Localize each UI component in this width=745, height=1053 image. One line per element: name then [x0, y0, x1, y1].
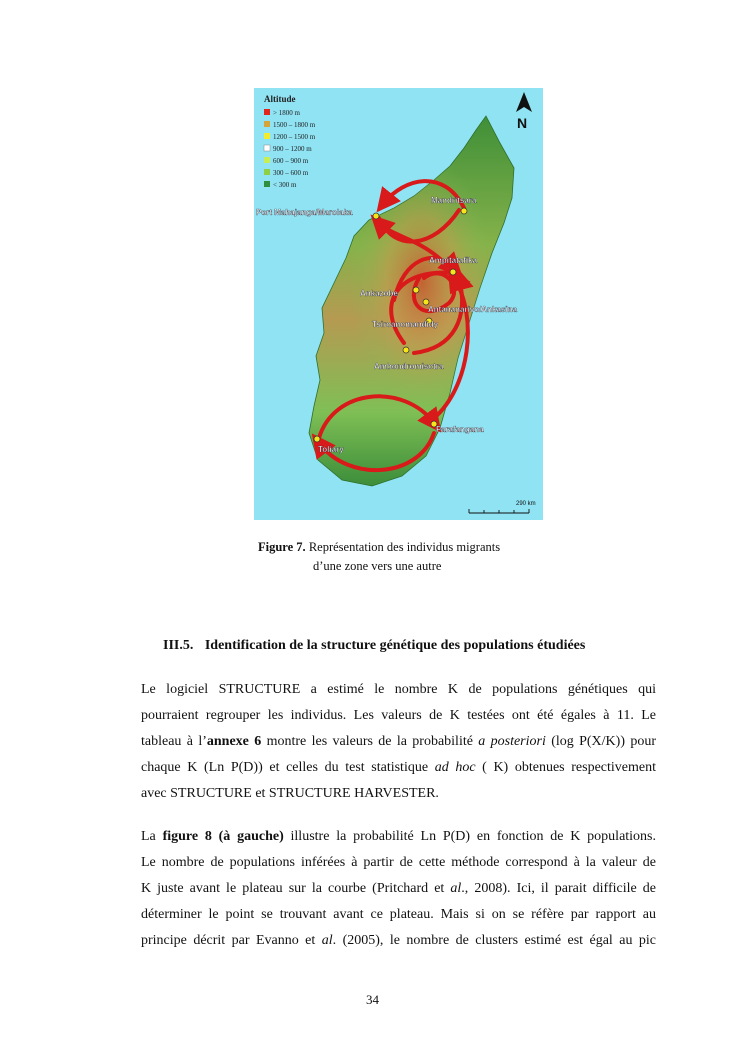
place-marker: [314, 436, 320, 442]
page-number: 34: [366, 992, 379, 1007]
place-label: Port Mahajanga/Marolaka: [256, 208, 353, 217]
legend-swatch: [264, 133, 270, 139]
legend-item-label: 900 – 1200 m: [273, 145, 312, 153]
scale-bar: [469, 501, 536, 513]
caption-line-1: Représentation des individus migrants: [308, 540, 501, 554]
section-heading: [163, 638, 643, 654]
place-label: Antananarivo/Ankasina: [428, 305, 517, 314]
text-line: Le nombre de populations inférées à partir de cette méthode correspond à la valeur de: [141, 855, 656, 870]
legend-item-label: > 1800 m: [273, 109, 300, 117]
place-marker: [413, 287, 419, 293]
text-line: avec STRUCTURE et STRUCTURE HARVESTER.: [141, 786, 439, 801]
place-label: Tsiroanomandidy: [372, 320, 439, 329]
section-number: III.5.: [163, 638, 194, 653]
text-line: déterminer le point se trouvant avant ce plateau. Mais si on se réfère par rapport au: [141, 907, 656, 922]
caption-line-2: d’une zone vers une autre: [313, 559, 442, 573]
legend-swatch: [264, 181, 270, 187]
text-line: chaque K (Ln P(D)) et celles du test statistique ad hoc ( K) obtenues respectivement: [141, 760, 656, 775]
place-marker: [403, 347, 409, 353]
legend-swatch: [264, 109, 270, 115]
legend-item-label: 600 – 900 m: [273, 157, 309, 165]
place-label: Ambondromisotra: [374, 362, 444, 371]
section-title: Identification de la structure génétique des populations étudiées: [204, 638, 586, 653]
legend-item-label: 300 – 600 m: [273, 169, 309, 177]
legend-item-label: 1200 – 1500 m: [273, 133, 316, 141]
north-label: N: [517, 115, 528, 131]
place-marker: [450, 269, 456, 275]
legend-swatch: [264, 157, 270, 163]
legend: [264, 109, 316, 189]
legend-swatch: [264, 169, 270, 175]
text-line: tableau à l’annexe 6 montre les valeurs de la probabilité a posteriori (log P(X/K)) pour: [141, 734, 656, 749]
text-line: principe décrit par Evanno et al. (2005), le nombre de clusters estimé est égal au pic: [141, 933, 657, 948]
legend-item-label: 1500 – 1800 m: [273, 121, 316, 129]
text-line: pourraient regrouper les individus. Les valeurs de K testées ont été égales à 11. Le: [141, 708, 656, 723]
caption-label: Figure 7.: [258, 540, 306, 554]
legend-swatch: [264, 121, 270, 127]
text-line: K juste avant le plateau sur la courbe (Pritchard et al., 2008). Ici, il parait difficile de: [141, 881, 656, 896]
north-arrow-icon: [516, 92, 532, 131]
map-svg: [254, 88, 543, 520]
place-label: Mandritsara: [431, 196, 477, 205]
text-line: Le logiciel STRUCTURE a estimé le nombre K de populations génétiques qui: [141, 682, 656, 697]
legend-swatch: [264, 145, 270, 151]
paragraph-1: [141, 677, 656, 807]
scale-label: 290 km: [516, 501, 536, 507]
place-label: Ankazobe: [360, 289, 398, 298]
legend-title: Altitude: [264, 94, 296, 104]
madagascar-map-figure: [254, 88, 543, 520]
place-marker: [461, 208, 467, 214]
paragraph-2: [141, 824, 656, 954]
text-line: La figure 8 (à gauche) illustre la probabilité Ln P(D) en fonction de K populations.: [141, 829, 657, 844]
legend-item-label: < 300 m: [273, 181, 297, 189]
place-label: Farafangana: [436, 425, 484, 434]
figure-caption: [258, 538, 588, 576]
place-label: Ampitatafika: [429, 256, 478, 265]
place-label: Toliary: [318, 445, 344, 454]
place-marker: [373, 213, 379, 219]
